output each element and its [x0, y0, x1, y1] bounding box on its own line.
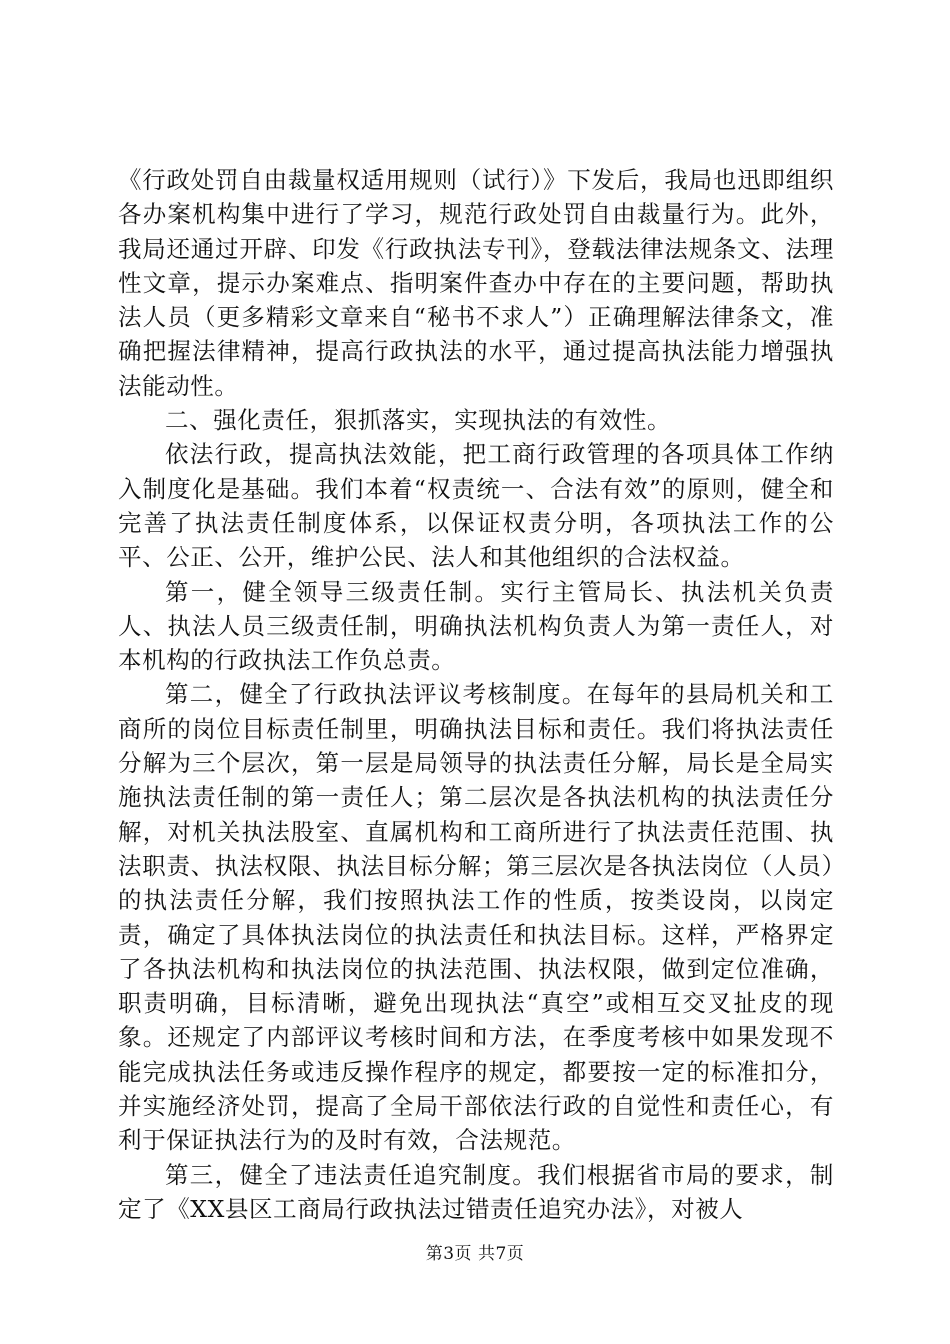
paragraph-4: 第一，健全领导三级责任制。实行主管局长、执法机关负责人、执法人员三级责任制，明确执法机构负责人为第一责任人，对本机构的行政执法工作负总责。: [118, 577, 834, 675]
paragraph-5: 第二，健全了行政执法评议考核制度。在每年的县局机关和工商所的岗位目标责任制里，明确执法目标和责任。我们将执法责任分解为三个层次，第一层是局领导的执法责任分解，局长是全局实施执法责任制的第一责任人；第二层次是各执法机构的执法责任分解，对机关执法股室、直属机构和工商所进行了执法责任范围、执法职责、执法权限、执法目标分解；第三层次是各执法岗位（人员）的执法责任分解，我们按照执法工作的性质，按类设岗，以岗定责，确定了具体执法岗位的执法责任和执法目标。这样，严格界定了各执法机构和执法岗位的执法范围、执法权限，做到定位准确，职责明确，目标清晰，避免出现执法“真空”或相互交叉扯皮的现象。还规定了内部评议考核时间和方法，在季度考核中如果发现不能完成执法任务或违反操作程序的规定，都要按一定的标准扣分，并实施经济处罚，提高了全局干部依法行政的自觉性和责任心，有利于保证执法行为的及时有效，合法规范。: [118, 680, 834, 1155]
paragraph-6: 第三，健全了违法责任追究制度。我们根据省市局的要求，制定了《XX县区工商局行政执法过错责任追究办法》，对被人: [118, 1160, 834, 1223]
page-number-footer: 第3页 共7页: [425, 1244, 525, 1264]
paragraph-3: 依法行政，提高执法效能，把工商行政管理的各项具体工作纳入制度化是基础。我们本着“权责统一、合法有效”的原则，健全和完善了执法责任制度体系，以保证权责分明，各项执法工作的公平、公正、公开，维护公民、法人和其他组织的合法权益。: [118, 440, 834, 572]
paragraph-1: 《行政处罚自由裁量权适用规则（试行）》下发后，我局也迅即组织各办案机构集中进行了学习，规范行政处罚自由裁量行为。此外，我局还通过开辟、印发《行政执法专刊》，登载法律法规条文、法理性文章，提示办案难点、指明案件查办中存在的主要问题，帮助执法人员（更多精彩文章来自“秘书不求人”）正确理解法律条文，准确把握法律精神，提高行政执法的水平，通过提高执法能力增强执法能动性。: [118, 166, 834, 400]
document-body: [118, 163, 834, 1226]
section-heading: 二、强化责任，狠抓落实，实现执法的有效性。: [165, 406, 672, 435]
